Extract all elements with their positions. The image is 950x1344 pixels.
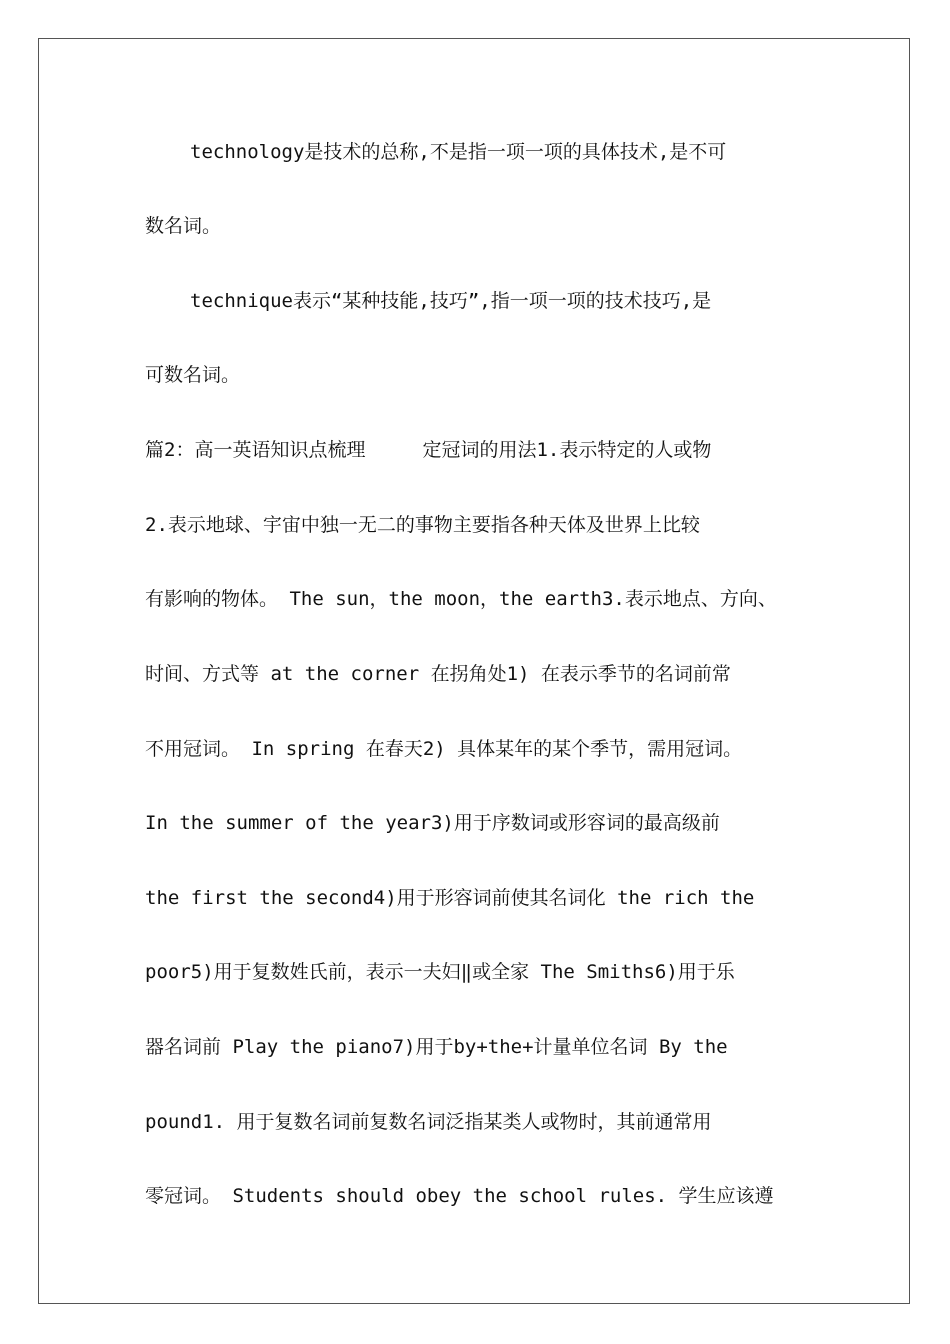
- text-line: 时间、方式等 at the corner 在拐角处1) 在表示季节的名词前常: [145, 663, 731, 685]
- text-line: technique表示“某种技能,技巧”,指一项一项的技术技巧,是: [190, 290, 712, 312]
- text-line: 不用冠词。 In spring 在春天2) 具体某年的某个季节，需用冠词。: [145, 738, 743, 760]
- text-line: pound1. 用于复数名词前复数名词泛指某类人或物时，其前通常用: [145, 1111, 712, 1133]
- text-line: 篇2：高一英语知识点梳理 定冠词的用法1.表示特定的人或物: [145, 439, 712, 461]
- text-line: 零冠词。 Students should obey the school rules. 学生应该遵: [145, 1185, 774, 1207]
- text-line: poor5)用于复数姓氏前，表示一夫妇‖或全家 The Smiths6)用于乐: [145, 961, 735, 983]
- text-line: 有影响的物体。 The sun，the moon，the earth3.表示地点、方向、: [145, 588, 777, 610]
- text-line: 2.表示地球、宇宙中独一无二的事物主要指各种天体及世界上比较: [145, 514, 700, 536]
- text-line: 可数名词。: [145, 364, 241, 386]
- text-line: 数名词。: [145, 215, 222, 237]
- text-line: In the summer of the year3)用于序数词或形容词的最高级前: [145, 812, 720, 834]
- text-line: 器名词前 Play the piano7)用于by+the+计量单位名词 By the: [145, 1036, 728, 1058]
- text-line: technology是技术的总称,不是指一项一项的具体技术,是不可: [190, 141, 727, 163]
- text-line: the first the second4)用于形容词前使其名词化 the rich the: [145, 887, 755, 909]
